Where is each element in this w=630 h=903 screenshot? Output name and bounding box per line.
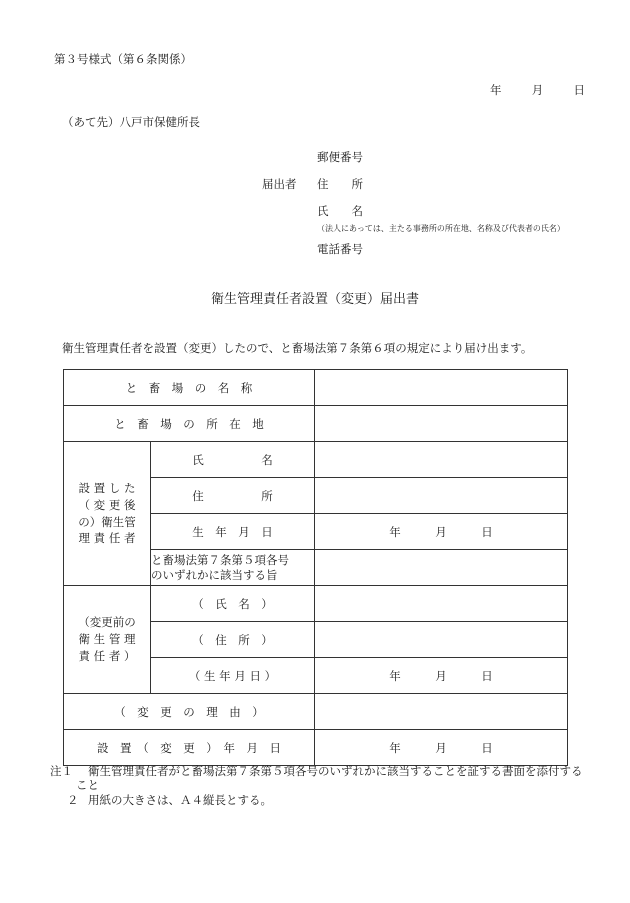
old-manager-name-field[interactable] — [315, 586, 568, 622]
slaughterhouse-name-field[interactable] — [315, 370, 568, 406]
corporate-note: （法人にあっては、主たる事務所の所在地、名称及び代表者の氏名） — [317, 224, 565, 233]
new-manager-birthdate-field[interactable]: 年 月 日 — [315, 514, 568, 550]
applicant-name-label: 氏 名 — [317, 204, 363, 218]
table-row — [64, 370, 568, 406]
change-reason-field[interactable] — [315, 694, 568, 730]
slaughterhouse-location-label: と 畜 場 の 所 在 地 — [64, 406, 315, 442]
table-row — [64, 586, 568, 622]
note2-label: ２ — [67, 793, 79, 807]
form-number: 第３号様式（第６条関係） — [54, 52, 192, 66]
date-month-label: 月 — [531, 83, 544, 97]
new-manager-name-field[interactable] — [315, 442, 568, 478]
new-manager-birthdate-label: 生 年 月 日 — [151, 514, 315, 550]
establish-date-field[interactable]: 年 月 日 — [315, 730, 568, 766]
slaughterhouse-location-field[interactable] — [315, 406, 568, 442]
table-row — [64, 442, 568, 478]
statement-text: 衛生管理責任者を設置（変更）したので、と畜場法第７条第６項の規定により届け出ます。 — [62, 341, 533, 355]
old-manager-birthdate-field[interactable]: 年 月 日 — [315, 658, 568, 694]
note1-label: 注１ — [50, 764, 73, 778]
phone-number-label: 電話番号 — [317, 242, 363, 256]
table-row — [64, 406, 568, 442]
note2-text: 用紙の大きさは、Ａ４縦長とする。 — [88, 793, 272, 807]
old-manager-name-label: （ 氏 名 ） — [151, 586, 315, 622]
submission-date — [490, 84, 585, 98]
old-manager-group-label: （変更前の 衛 生 管 理 責 任 者 ） — [64, 586, 151, 694]
new-manager-address-field[interactable] — [315, 478, 568, 514]
old-manager-address-label: （ 住 所 ） — [151, 622, 315, 658]
applicant-address-label: 住 所 — [317, 177, 363, 191]
date-day-label: 日 — [573, 83, 585, 97]
addressee: （あて先）八戸市保健所長 — [62, 115, 200, 129]
notification-form-table — [63, 369, 568, 766]
new-manager-group-label: 設 置 し た （ 変 更 後 の）衛生管 理 責 任 者 — [64, 442, 151, 586]
postal-code-label: 郵便番号 — [317, 150, 363, 164]
establish-date-label: 設 置 （ 変 更 ） 年 月 日 — [64, 730, 315, 766]
new-manager-name-label: 氏 名 — [151, 442, 315, 478]
table-row — [64, 730, 568, 766]
note1-text: 衛生管理責任者がと畜場法第７条第５項各号のいずれかに該当することを証する書面を添付することᅠ — [76, 764, 583, 792]
document-title: 衛生管理責任者設置（変更）届出書 — [210, 292, 419, 307]
qualification-field[interactable] — [315, 550, 568, 586]
table-row — [64, 694, 568, 730]
slaughterhouse-name-label: と 畜 場 の 名 称 — [64, 370, 315, 406]
old-manager-birthdate-label: （ 生 年 月 日 ） — [151, 658, 315, 694]
new-manager-address-label: 住 所 — [151, 478, 315, 514]
applicant-label: 届出者 — [262, 177, 297, 191]
change-reason-label: （ 変 更 の 理 由 ） — [64, 694, 315, 730]
old-manager-address-field[interactable] — [315, 622, 568, 658]
qualification-label: と畜場法第７条第５項各号 のいずれかに該当する旨 — [151, 550, 315, 586]
date-year-label: 年 — [490, 83, 502, 97]
